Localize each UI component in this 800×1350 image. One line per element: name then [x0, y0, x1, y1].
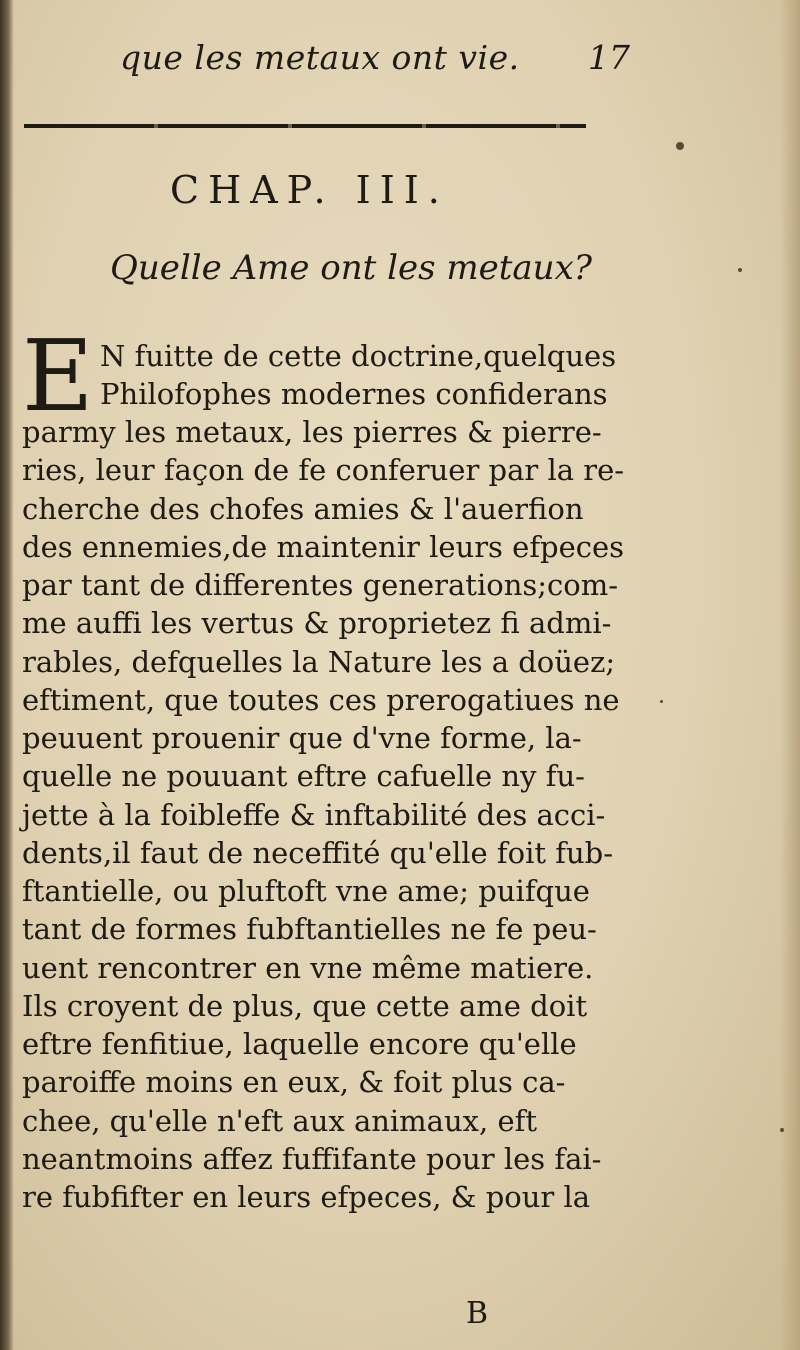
body-line: dents,il faut de neceffité qu'elle foit fub- [22, 836, 614, 870]
paper-speck [676, 142, 684, 150]
body-line: re fubfifter en leurs efpeces, & pour la [22, 1180, 591, 1214]
paper-speck [738, 268, 742, 272]
body-line: ftantielle, ou pluftoft vne ame; puifque [22, 874, 590, 908]
body-line: uent rencontrer en vne même matiere. [22, 951, 594, 985]
chapter-subtitle: Quelle Ame ont les metaux? [110, 248, 592, 288]
drop-cap-initial: E [22, 320, 94, 434]
body-line: tant de formes fubftantielles ne fe peu- [22, 912, 597, 946]
body-line: cherche des chofes amies & l'auerfion [22, 492, 584, 526]
running-head: que les metaux ont vie. [120, 38, 520, 77]
body-line: Ils croyent de plus, que cette ame doit [22, 989, 588, 1023]
body-line: N fuitte de cette doctrine,quelques [100, 339, 617, 373]
body-line: parmy les metaux, les pierres & pierre- [22, 415, 602, 449]
header-rule [24, 124, 586, 128]
body-line: me auffi les vertus & proprietez fi admi- [22, 606, 612, 640]
body-line: peuuent prouenir que d'vne forme, la- [22, 721, 582, 755]
body-line: Philofophes modernes confiderans [100, 377, 608, 411]
body-line: des ennemies,de maintenir leurs efpeces [22, 530, 625, 564]
page-edge-shadow [780, 0, 800, 1350]
body-line: quelle ne pouuant eftre cafuelle ny fu- [22, 759, 585, 793]
paper-speck [780, 1128, 784, 1132]
body-line: chee, qu'elle n'eft aux animaux, eft [22, 1104, 537, 1138]
chapter-heading: CHAP. III. [170, 168, 449, 212]
page-number: 17 [588, 38, 630, 77]
body-line: eftre fenfitiue, laquelle encore qu'elle [22, 1027, 577, 1061]
body-line: rables, defquelles la Nature les a doüez; [22, 645, 616, 679]
signature-mark: B [466, 1296, 489, 1331]
body-line: eftiment, que toutes ces prerogatiues ne [22, 683, 620, 717]
body-line: neantmoins affez fuffifante pour les fai- [22, 1142, 602, 1176]
body-line: par tant de differentes generations;com- [22, 568, 619, 602]
page-gutter-shadow [0, 0, 14, 1350]
body-line: ries, leur façon de fe conferuer par la re- [22, 453, 625, 487]
body-line: paroiffe moins en eux, & foit plus ca- [22, 1065, 566, 1099]
body-line: jette à la foibleffe & inftabilité des acci- [22, 798, 606, 832]
paper-speck [660, 700, 663, 703]
